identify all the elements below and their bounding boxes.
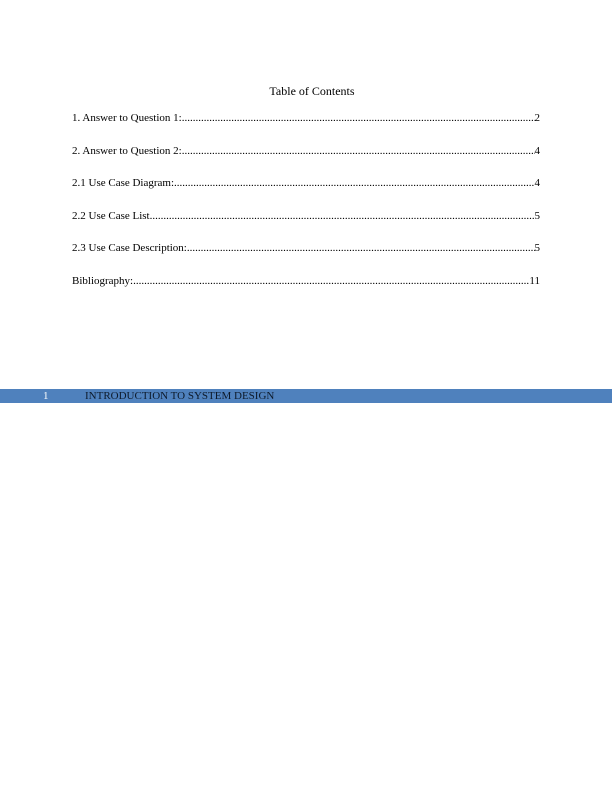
toc-title: Table of Contents [269, 84, 355, 98]
toc-entry-label: 1. Answer to Question 1: [72, 112, 182, 124]
toc-entry-label: 2. Answer to Question 2: [72, 144, 182, 157]
toc-entry-label: 2.2 Use Case List [72, 209, 150, 222]
toc-leader-dots [174, 176, 534, 190]
toc-entry-use-case-description[interactable] [72, 241, 540, 274]
toc-entry-page: 4 [534, 177, 540, 190]
toc-entry-label: 2.1 Use Case Diagram: [72, 177, 175, 190]
toc-leader-dots [133, 274, 529, 288]
footer-bar [0, 389, 612, 403]
toc-entry-page: 2 [534, 112, 540, 124]
toc-leader-dots [182, 144, 535, 158]
toc-entry-page: 5 [534, 209, 540, 222]
footer-page-number: 1 [43, 390, 49, 402]
toc-entry-page: 4 [534, 144, 540, 157]
toc-entry-answer-2[interactable] [72, 144, 540, 177]
toc-entry-use-case-diagram[interactable] [72, 176, 540, 209]
toc-entry-answer-1[interactable] [72, 111, 540, 144]
toc-list [72, 111, 540, 307]
footer-title: INTRODUCTION TO SYSTEM DESIGN [85, 390, 275, 402]
toc-entry-page: 5 [534, 242, 540, 255]
toc-entry-label: Bibliography: [72, 274, 134, 287]
toc-entry-label: 2.3 Use Case Description: [72, 242, 187, 255]
toc-leader-dots [150, 209, 535, 223]
toc-leader-dots [182, 111, 535, 125]
toc-entry-bibliography[interactable] [72, 274, 540, 307]
toc-leader-dots [187, 241, 535, 255]
toc-entry-use-case-list[interactable] [72, 209, 540, 242]
toc-entry-page: 11 [529, 274, 540, 287]
